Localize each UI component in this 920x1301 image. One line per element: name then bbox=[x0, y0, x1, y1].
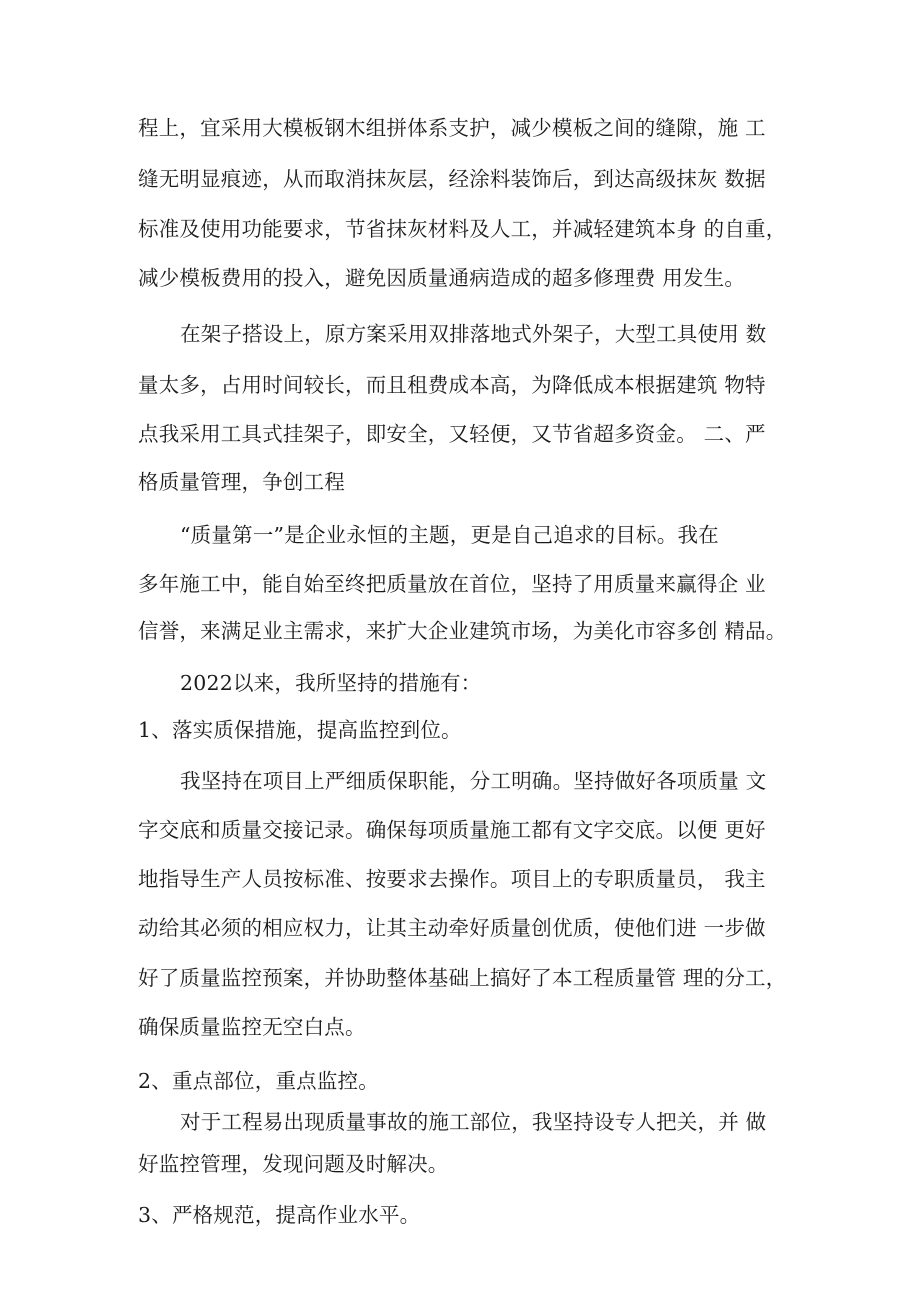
section-heading: 2、重点部位，重点监控。 bbox=[138, 1069, 379, 1093]
text-line: 好监控管理，发现问题及时解决。 bbox=[138, 1152, 449, 1176]
text-line: 标准及使用功能要求，节省抹灰材料及人工，并减轻建筑本身 的自重， bbox=[138, 217, 787, 241]
text-line: 动给其必须的相应权力，让其主动牵好质量创优质，使他们进 一步做 bbox=[138, 916, 766, 940]
text-line: 字交底和质量交接记录。确保每项质量施工都有文字交底。以便 更好 bbox=[138, 818, 766, 842]
text-line: 缝无明显痕迹，从而取消抹灰层，经涂料装饰后，到达高级抹灰 数据 bbox=[138, 167, 766, 191]
text-line: 2022以来，我所坚持的措施有： bbox=[180, 671, 482, 695]
text-line: 多年施工中，能自始至终把质量放在首位，坚持了用质量来赢得企 业 bbox=[138, 572, 766, 596]
text-line: 点我采用工具式挂架子，即安全，又轻便，又节省超多资金。 二、严 bbox=[138, 422, 766, 446]
text-line: 格质量管理，争创工程 bbox=[138, 470, 345, 494]
text-line: 量太多，占用时间较长，而且租费成本高，为降低成本根据建筑 物特 bbox=[138, 373, 766, 397]
text-line: 信誉，来满足业主需求，来扩大企业建筑市场，为美化市容多创 精品。 bbox=[138, 619, 787, 643]
text-line: 好了质量监控预案，并协助整体基础上搞好了本工程质量管 理的分工， bbox=[138, 966, 787, 990]
text-line: 确保质量监控无空白点。 bbox=[138, 1015, 366, 1039]
text-line: “质量第一”是企业永恒的主题，更是自己追求的目标。我在 bbox=[180, 523, 719, 547]
section-heading: 1、落实质保措施，提高监控到位。 bbox=[138, 718, 462, 742]
section-heading: 3、严格规范，提高作业水平。 bbox=[138, 1203, 421, 1227]
text-line: 地指导生产人员按标准、按要求去操作。项目上的专职质量员， 我主 bbox=[138, 867, 766, 891]
text-line: 在架子搭设上，原方案采用双排落地式外架子，大型工具使用 数 bbox=[180, 322, 767, 346]
text-line: 减少模板费用的投入，避免因质量通病造成的超多修理费 用发生。 bbox=[138, 266, 746, 290]
text-line: 程上，宜采用大模板钢木组拼体系支护，减少模板之间的缝隙，施 工 bbox=[138, 116, 766, 140]
text-line: 对于工程易出现质量事故的施工部位，我坚持设专人把关，并 做 bbox=[180, 1110, 767, 1134]
text-line: 我坚持在项目上严细质保职能，分工明确。坚持做好各项质量 文 bbox=[180, 769, 767, 793]
